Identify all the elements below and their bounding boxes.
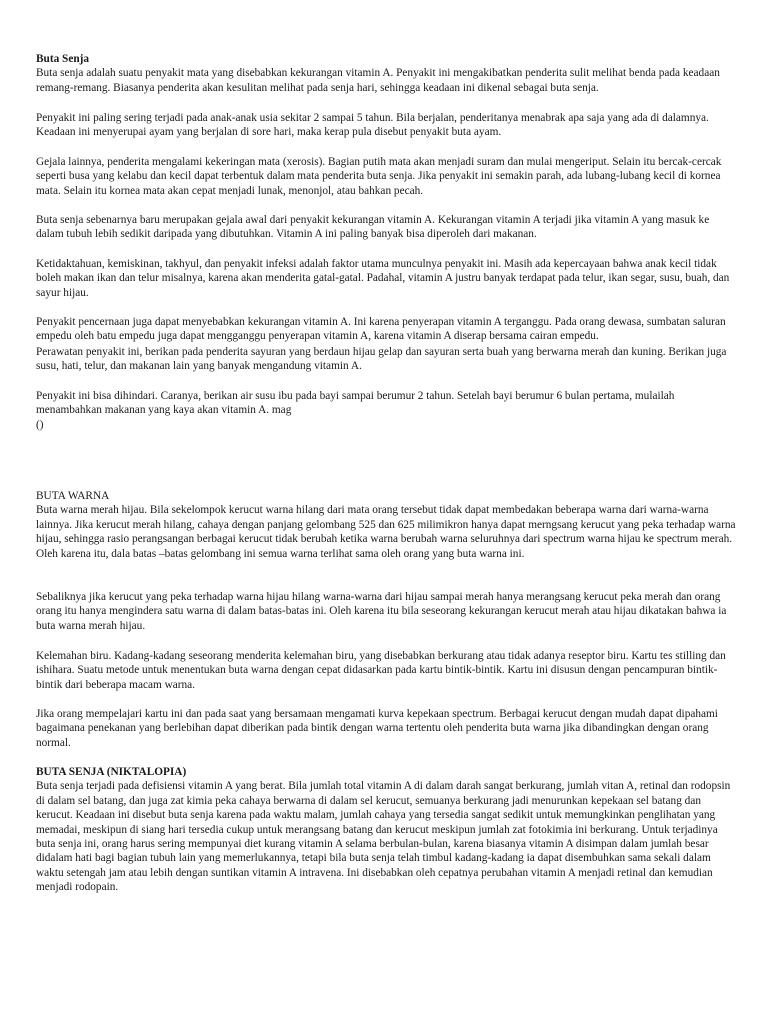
paragraph-block [36,257,738,300]
section-title: BUTA SENJA (NIKTALOPIA) [36,766,187,778]
section-heading-buta-senja [36,52,738,95]
paragraph: Sebaliknya jika kerucut yang peka terhadap warna hijau hilang warna-warna dari hijau sampai merah hanya merangsang kerucut peka merah dan orang orang itu hanya mengindera satu warna di dalam batas-batas ini. Oleh karena itu bila seseorang kekurangan kerucut merah atau hijau dikatakan bahwa ia buta warna merah hijau. [36,591,727,632]
section-title: Buta Senja [36,53,90,65]
paragraph-block [36,111,738,140]
paragraph-block [36,315,738,344]
paragraph-block [36,649,738,692]
paragraph: Perawatan penyakit ini, berikan pada penderita sayuran yang berdaun hijau gelap dan sayuran serta buah yang berwarna merah dan kuning. Berikan juga susu, hati, telur, dan makanan lain yang banyak mengandung vitamin A. [36,346,727,373]
paragraph: Penyakit ini paling sering terjadi pada anak-anak usia sekitar 2 sampai 5 tahun. Bila berjalan, penderitanya menabrak apa saja yang ada di dalamnya. Keadaan ini menyerupai ayam yang berjalan di sore hari, maka kerap pula disebut penyakit buta ayam. [36,112,709,139]
paragraph: Kelemahan biru. Kadang-kadang seseorang menderita kelemahan biru, yang disebabkan berkurang atau tidak adanya reseptor biru. Kartu tes stilling dan ishihara. Suatu metode untuk menentukan buta warna dengan cepat didasarkan pada kartu bintik-bintik. Kartu ini disusun dengan pencampuran bintik-bintik dari beberapa macam warna. [36,650,726,691]
paragraph-block [36,590,738,633]
paragraph: Penyakit ini bisa dihindari. Caranya, berikan air susu ibu pada bayi sampai berumur 2 tahun. Setelah bayi berumur 6 bulan pertama, mulailah menambahkan makanan yang kaya akan vitamin A. mag [36,390,675,417]
paragraph-block [36,213,738,242]
paragraph: Buta senja terjadi pada defisiensi vitamin A yang berat. Bila jumlah total vitamin A di dalam darah sangat berkurang, jumlah vitan A, retinal dan rodopsin di dalam sel batang, dan juga zat kimia peka cahaya berwarna di dalam sel kerucut, semuanya berkurang jadi menurunkan kepekaan sel batang dan kerucut. Keadaan ini disebut buta senja karena pada waktu malam, jumlah cahaya yang tersedia sangat sedikit untuk memungkinkan penglihatan yang memadai, meskipun di siang hari tersedia cukup untuk merangsang batang dan kerucut meskipun jumlah zat fotokimia ini berkurang. Untuk terjadinya buta senja ini, orang harus sering mempunyai diet kurang vitamin A selama berbulan-bulan, karena biasanya vitamin A disimpan dalam jumlah besar didalam hati bagi bagian tubuh lain yang memerlukannya, tetapi bila buta senja telah timbul kadang-kadang ia dapat disembuhkan sama sekali dalam waktu setengah jam atau lebih dengan suntikan vitamin A intravena. Ini disebabkan oleh cepatnya perubahan vitamin A menjadi retinal dan kemudian menjadi rodopain. [36,780,731,894]
paragraph: () [36,418,44,431]
paragraph-block [36,389,738,432]
paragraph-block [36,155,738,198]
paragraph: Ketidaktahuan, kemiskinan, takhyul, dan penyakit infeksi adalah faktor utama munculnya penyakit ini. Masih ada kepercayaan bahwa anak kecil tidak boleh makan ikan dan telur misalnya, karena akan menderita gatal-gatal. Padahal, vitamin A justru banyak terdapat pada telur, ikan segar, susu, buah, dan sayur hijau. [36,258,730,299]
section-heading-niktalopia [36,765,738,895]
paragraph: Buta senja sebenarnya baru merupakan gejala awal dari penyakit kekurangan vitamin A. Kekurangan vitamin A terjadi jika vitamin A yang masuk ke dalam tubuh lebih sedikit daripada yang dibutuhkan. Vitamin A ini paling banyak bisa diperoleh dari makanan. [36,214,710,241]
paragraph: Gejala lainnya, penderita mengalami kekeringan mata (xerosis). Bagian putih mata akan menjadi suram dan mulai mengeriput. Selain itu bercak-cercak seperti busa yang kelabu dan kecil dapat terbentuk dalam mata penderita buta senja. Jika penyakit ini semakin parah, ada lubang-lubang kecil di kornea mata. Selain itu kornea mata akan cepat menjadi lunak, menonjol, atau bahkan pecah. [36,156,722,197]
paragraph-block [36,707,738,750]
paragraph: Buta senja adalah suatu penyakit mata yang disebabkan kekurangan vitamin A. Penyakit ini mengakibatkan penderita sulit melihat benda pada keadaan remang-remang. Biasanya penderita akan kesulitan melihat pada senja hari, sehingga keadaan ini dikenal sebagai buta senja. [36,67,720,94]
paragraph: Penyakit pencernaan juga dapat menyebabkan kekurangan vitamin A. Ini karena penyerapan vitamin A terganggu. Pada orang dewasa, sumbatan saluran empedu oleh batu empedu juga dapat mengganggu penyerapan vitamin A, karena vitamin A diserap bersama cairan empedu. [36,316,726,343]
paragraph-block [36,345,738,374]
paragraph: Buta warna merah hijau. Bila sekelompok kerucut warna hilang dari mata orang tersebut tidak dapat membedakan beberapa warna dari warna-warna lainnya. Jika kerucut merah hilang, cahaya dengan panjang gelombang 525 dan 625 milimikron hanya dapat merngsang kerucut yang peka terhadap warna hijau, sehingga rasio perangsangan berbagai kerucut tidak berubah ketika warna berubah warna seluruhnya dari spectrum warna hijau ke spectrum merah. Oleh karena itu, dala batas –batas gelombang ini semua warna terlihat sama oleh orang yang buta warna ini. [36,504,736,560]
section-title: BUTA WARNA [36,490,110,502]
paragraph: Jika orang mempelajari kartu ini dan pada saat yang bersamaan mengamati kurva kepekaan spectrum. Berbagai kerucut dengan mudah dapat dipahami bagaimana penekanan yang berlebihan dapat diberikan pada bintik dengan warna tertentu oleh penderita buta warna jika dibandingkan dengan orang normal. [36,708,718,749]
section-heading-buta-warna [36,489,738,561]
